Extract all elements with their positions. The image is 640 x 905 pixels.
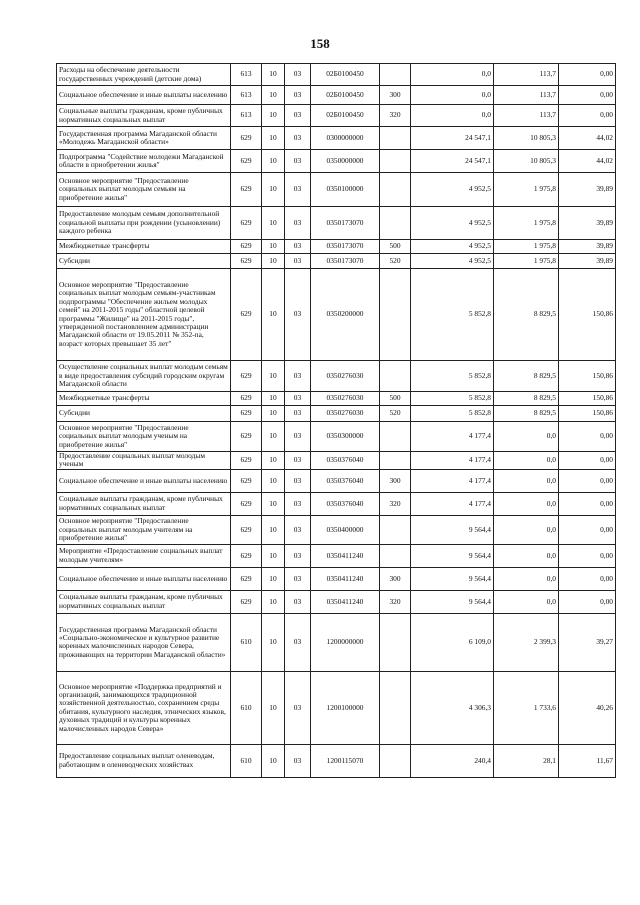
row-actual-value: 10 805,3 (494, 150, 559, 173)
row-section-code: 10 (262, 744, 285, 777)
row-actual-value: 1 975,8 (494, 207, 559, 240)
row-percent-value: 150,86 (559, 392, 616, 406)
row-percent-value: 39,89 (559, 173, 616, 207)
row-target-code: 0350276030 (311, 361, 380, 392)
row-section-code: 10 (262, 544, 285, 567)
row-percent-value: 39,89 (559, 240, 616, 254)
page-number: 158 (310, 36, 330, 51)
row-ministry-code: 610 (231, 671, 262, 744)
row-expense-code: 320 (380, 492, 411, 515)
row-plan-value: 0,0 (411, 64, 494, 86)
row-section-code: 10 (262, 671, 285, 744)
row-name: Основное мероприятие "Предоставление социальных выплат молодым ученым на приобретение жилья" (57, 422, 231, 452)
budget-table (56, 63, 616, 778)
row-target-code: 0350000000 (311, 150, 380, 173)
row-plan-value: 6 109,0 (411, 613, 494, 671)
row-percent-value: 0,00 (559, 86, 616, 105)
row-plan-value: 9 564,4 (411, 544, 494, 567)
row-ministry-code: 629 (231, 515, 262, 544)
row-percent-value: 39,27 (559, 613, 616, 671)
row-target-code: 02Б0100450 (311, 105, 380, 127)
row-actual-value: 2 399,3 (494, 613, 559, 671)
row-name: Социальные выплаты гражданам, кроме публичных нормативных социальных выплат (57, 492, 231, 515)
row-subsection-code: 03 (285, 392, 311, 406)
row-target-code: 0350276030 (311, 406, 380, 422)
row-actual-value: 113,7 (494, 64, 559, 86)
row-target-code: 1200100000 (311, 671, 380, 744)
row-section-code: 10 (262, 567, 285, 590)
row-plan-value: 0,0 (411, 86, 494, 105)
row-expense-code: 300 (380, 567, 411, 590)
row-ministry-code: 629 (231, 544, 262, 567)
table-row (57, 422, 616, 452)
table-row (57, 64, 616, 86)
row-target-code: 0350173070 (311, 207, 380, 240)
row-ministry-code: 629 (231, 240, 262, 254)
row-plan-value: 4 306,3 (411, 671, 494, 744)
row-ministry-code: 629 (231, 422, 262, 452)
table-row (57, 515, 616, 544)
row-ministry-code: 610 (231, 613, 262, 671)
row-expense-code (380, 515, 411, 544)
row-ministry-code: 629 (231, 492, 262, 515)
row-actual-value: 0,0 (494, 590, 559, 613)
table-row (57, 492, 616, 515)
table-row (57, 671, 616, 744)
row-expense-code (380, 64, 411, 86)
row-subsection-code: 03 (285, 671, 311, 744)
row-name: Социальные выплаты гражданам, кроме публичных нормативных социальных выплат (57, 105, 231, 127)
row-section-code: 10 (262, 64, 285, 86)
row-actual-value: 0,0 (494, 567, 559, 590)
row-target-code: 0350411240 (311, 567, 380, 590)
row-name: Предоставление социальных выплат молодым ученым (57, 452, 231, 470)
row-section-code: 10 (262, 240, 285, 254)
table-row (57, 173, 616, 207)
row-target-code: 0350100000 (311, 173, 380, 207)
row-name: Межбюджетные трансферты (57, 392, 231, 406)
row-section-code: 10 (262, 452, 285, 470)
row-section-code: 10 (262, 590, 285, 613)
row-ministry-code: 629 (231, 406, 262, 422)
row-percent-value: 44,02 (559, 127, 616, 150)
table-row (57, 269, 616, 361)
row-expense-code: 320 (380, 590, 411, 613)
row-target-code: 1200115070 (311, 744, 380, 777)
row-subsection-code: 03 (285, 590, 311, 613)
row-target-code: 1200000000 (311, 613, 380, 671)
row-name: Социальные выплаты гражданам, кроме публичных нормативных социальных выплат (57, 590, 231, 613)
row-name: Предоставление молодым семьям дополнительной социальной выплаты при рождении (усыновлении) каждого ребенка (57, 207, 231, 240)
row-section-code: 10 (262, 207, 285, 240)
row-plan-value: 24 547,1 (411, 127, 494, 150)
row-section-code: 10 (262, 515, 285, 544)
row-ministry-code: 613 (231, 64, 262, 86)
row-name: Социальное обеспечение и иные выплаты населению (57, 86, 231, 105)
row-subsection-code: 03 (285, 422, 311, 452)
row-subsection-code: 03 (285, 744, 311, 777)
row-name: Основное мероприятие «Поддержка предприятий и организаций, занимающихся традиционной хозяйственной деятельностью, сохранением среды обитания, культурного наследия, этнических языков, духовных традиций и культуры коренных малочисленных народов Севера» (57, 671, 231, 744)
row-section-code: 10 (262, 127, 285, 150)
row-actual-value: 0,0 (494, 515, 559, 544)
row-name: Основное мероприятие "Предоставление социальных выплат молодым семьям на приобретение жилья" (57, 173, 231, 207)
row-target-code: 0350411240 (311, 544, 380, 567)
row-ministry-code: 629 (231, 567, 262, 590)
row-section-code: 10 (262, 254, 285, 269)
row-plan-value: 24 547,1 (411, 150, 494, 173)
row-name: Мероприятие «Предоставление социальных выплат молодым учителям» (57, 544, 231, 567)
row-target-code: 0350173070 (311, 240, 380, 254)
row-plan-value: 4 177,4 (411, 452, 494, 470)
row-section-code: 10 (262, 86, 285, 105)
row-actual-value: 1 733,6 (494, 671, 559, 744)
row-actual-value: 8 829,5 (494, 392, 559, 406)
row-plan-value: 4 177,4 (411, 469, 494, 492)
row-name: Подпрограмма "Содействие молодежи Магаданской области в приобретении жилья" (57, 150, 231, 173)
row-subsection-code: 03 (285, 544, 311, 567)
row-expense-code: 500 (380, 392, 411, 406)
table-row (57, 86, 616, 105)
row-plan-value: 4 952,5 (411, 254, 494, 269)
row-expense-code: 520 (380, 406, 411, 422)
row-expense-code: 320 (380, 105, 411, 127)
table-row (57, 590, 616, 613)
row-percent-value: 0,00 (559, 422, 616, 452)
row-name: Субсидии (57, 254, 231, 269)
row-percent-value: 0,00 (559, 544, 616, 567)
row-actual-value: 1 975,8 (494, 173, 559, 207)
row-subsection-code: 03 (285, 406, 311, 422)
row-expense-code (380, 127, 411, 150)
table-body (57, 64, 616, 778)
row-expense-code (380, 544, 411, 567)
row-section-code: 10 (262, 422, 285, 452)
table-row (57, 452, 616, 470)
row-subsection-code: 03 (285, 254, 311, 269)
row-percent-value: 0,00 (559, 590, 616, 613)
row-ministry-code: 629 (231, 207, 262, 240)
row-expense-code: 300 (380, 469, 411, 492)
row-percent-value: 0,00 (559, 567, 616, 590)
row-subsection-code: 03 (285, 269, 311, 361)
row-actual-value: 1 975,8 (494, 240, 559, 254)
row-expense-code (380, 207, 411, 240)
row-section-code: 10 (262, 492, 285, 515)
table-row (57, 361, 616, 392)
row-target-code: 0350411240 (311, 590, 380, 613)
row-target-code: 0350376040 (311, 469, 380, 492)
row-subsection-code: 03 (285, 150, 311, 173)
row-percent-value: 0,00 (559, 452, 616, 470)
row-ministry-code: 629 (231, 392, 262, 406)
row-expense-code: 520 (380, 254, 411, 269)
row-plan-value: 5 852,8 (411, 269, 494, 361)
row-expense-code (380, 361, 411, 392)
row-name: Социальное обеспечение и иные выплаты населению (57, 469, 231, 492)
row-actual-value: 0,0 (494, 452, 559, 470)
row-subsection-code: 03 (285, 64, 311, 86)
row-percent-value: 0,00 (559, 105, 616, 127)
row-expense-code (380, 671, 411, 744)
row-expense-code (380, 422, 411, 452)
row-expense-code (380, 613, 411, 671)
row-subsection-code: 03 (285, 240, 311, 254)
row-expense-code: 300 (380, 86, 411, 105)
row-plan-value: 4 177,4 (411, 422, 494, 452)
row-name: Основное мероприятие "Предоставление социальных выплат молодым семьям-участникам подпрограммы "Обеспечение жильем молодых семей" на 2011-2015 годы" областной целевой программы "Жилище" на 2011-2015 годы", утвержденной постановлением администрации Магаданской области от 19.05.2011 № 352-па, возраст которых превышает 35 лет" (57, 269, 231, 361)
row-percent-value: 39,89 (559, 254, 616, 269)
row-target-code: 0350376040 (311, 492, 380, 515)
row-expense-code (380, 150, 411, 173)
row-percent-value: 11,67 (559, 744, 616, 777)
row-section-code: 10 (262, 269, 285, 361)
row-ministry-code: 629 (231, 269, 262, 361)
row-subsection-code: 03 (285, 567, 311, 590)
row-actual-value: 8 829,5 (494, 269, 559, 361)
row-actual-value: 0,0 (494, 492, 559, 515)
table-row (57, 469, 616, 492)
row-subsection-code: 03 (285, 492, 311, 515)
row-percent-value: 150,86 (559, 361, 616, 392)
row-percent-value: 0,00 (559, 469, 616, 492)
row-plan-value: 4 952,5 (411, 207, 494, 240)
row-actual-value: 0,0 (494, 544, 559, 567)
row-percent-value: 0,00 (559, 515, 616, 544)
row-percent-value: 0,00 (559, 492, 616, 515)
row-target-code: 02Б0100450 (311, 86, 380, 105)
row-name: Основное мероприятие "Предоставление социальных выплат молодым учителям на приобретение жилья" (57, 515, 231, 544)
row-name: Государственная программа Магаданской области «Социально-экономическое и культурное развитие коренных малочисленных народов Севера, проживающих на территории Магаданской области» (57, 613, 231, 671)
row-ministry-code: 629 (231, 254, 262, 269)
row-subsection-code: 03 (285, 452, 311, 470)
row-subsection-code: 03 (285, 127, 311, 150)
row-target-code: 0350376040 (311, 452, 380, 470)
table-row (57, 544, 616, 567)
row-name: Социальное обеспечение и иные выплаты населению (57, 567, 231, 590)
row-percent-value: 0,00 (559, 64, 616, 86)
row-name: Государственная программа Магаданской области «Молодежь Магаданской области» (57, 127, 231, 150)
row-section-code: 10 (262, 105, 285, 127)
row-target-code: 0300000000 (311, 127, 380, 150)
row-ministry-code: 629 (231, 150, 262, 173)
row-plan-value: 240,4 (411, 744, 494, 777)
row-subsection-code: 03 (285, 515, 311, 544)
row-plan-value: 9 564,4 (411, 515, 494, 544)
row-plan-value: 5 852,8 (411, 361, 494, 392)
row-expense-code (380, 269, 411, 361)
row-actual-value: 0,0 (494, 422, 559, 452)
row-ministry-code: 629 (231, 173, 262, 207)
row-ministry-code: 613 (231, 105, 262, 127)
row-target-code: 0350276030 (311, 392, 380, 406)
row-plan-value: 4 177,4 (411, 492, 494, 515)
table-row (57, 207, 616, 240)
row-plan-value: 5 852,8 (411, 392, 494, 406)
row-section-code: 10 (262, 469, 285, 492)
row-section-code: 10 (262, 392, 285, 406)
row-actual-value: 10 805,3 (494, 127, 559, 150)
row-plan-value: 4 952,5 (411, 173, 494, 207)
row-ministry-code: 629 (231, 469, 262, 492)
row-subsection-code: 03 (285, 105, 311, 127)
row-expense-code (380, 744, 411, 777)
row-actual-value: 28,1 (494, 744, 559, 777)
row-subsection-code: 03 (285, 173, 311, 207)
row-percent-value: 150,86 (559, 406, 616, 422)
table-row (57, 105, 616, 127)
row-target-code: 0350200000 (311, 269, 380, 361)
row-expense-code (380, 173, 411, 207)
table-row (57, 150, 616, 173)
row-plan-value: 4 952,5 (411, 240, 494, 254)
table-row (57, 127, 616, 150)
row-actual-value: 113,7 (494, 105, 559, 127)
row-ministry-code: 629 (231, 452, 262, 470)
row-ministry-code: 613 (231, 86, 262, 105)
row-target-code: 0350300000 (311, 422, 380, 452)
row-subsection-code: 03 (285, 361, 311, 392)
row-plan-value: 9 564,4 (411, 567, 494, 590)
table-row (57, 567, 616, 590)
row-target-code: 02Б0100450 (311, 64, 380, 86)
row-expense-code: 500 (380, 240, 411, 254)
row-section-code: 10 (262, 613, 285, 671)
row-subsection-code: 03 (285, 86, 311, 105)
row-ministry-code: 610 (231, 744, 262, 777)
row-expense-code (380, 452, 411, 470)
row-actual-value: 113,7 (494, 86, 559, 105)
row-ministry-code: 629 (231, 361, 262, 392)
table-row (57, 240, 616, 254)
table-row (57, 613, 616, 671)
row-actual-value: 0,0 (494, 469, 559, 492)
table-row (57, 254, 616, 269)
row-plan-value: 9 564,4 (411, 590, 494, 613)
row-name: Субсидии (57, 406, 231, 422)
row-section-code: 10 (262, 150, 285, 173)
row-plan-value: 5 852,8 (411, 406, 494, 422)
row-section-code: 10 (262, 173, 285, 207)
row-subsection-code: 03 (285, 613, 311, 671)
row-percent-value: 44,02 (559, 150, 616, 173)
row-subsection-code: 03 (285, 469, 311, 492)
row-ministry-code: 629 (231, 590, 262, 613)
row-actual-value: 8 829,5 (494, 406, 559, 422)
row-name: Предоставление социальных выплат оленеводам, работающим в оленеводческих хозяйствах (57, 744, 231, 777)
row-name: Межбюджетные трансферты (57, 240, 231, 254)
row-section-code: 10 (262, 406, 285, 422)
row-percent-value: 39,89 (559, 207, 616, 240)
row-section-code: 10 (262, 361, 285, 392)
table-row (57, 406, 616, 422)
row-actual-value: 1 975,8 (494, 254, 559, 269)
table-row (57, 744, 616, 777)
row-target-code: 0350400000 (311, 515, 380, 544)
row-name: Осуществление социальных выплат молодым семьям в виде предоставления субсидий городским округам Магаданской области (57, 361, 231, 392)
row-ministry-code: 629 (231, 127, 262, 150)
row-target-code: 0350173070 (311, 254, 380, 269)
row-actual-value: 8 829,5 (494, 361, 559, 392)
row-percent-value: 150,86 (559, 269, 616, 361)
table-row (57, 392, 616, 406)
row-name: Расходы на обеспечение деятельности государственных учреждений (детские дома) (57, 64, 231, 86)
row-subsection-code: 03 (285, 207, 311, 240)
row-percent-value: 40,26 (559, 671, 616, 744)
row-plan-value: 0,0 (411, 105, 494, 127)
